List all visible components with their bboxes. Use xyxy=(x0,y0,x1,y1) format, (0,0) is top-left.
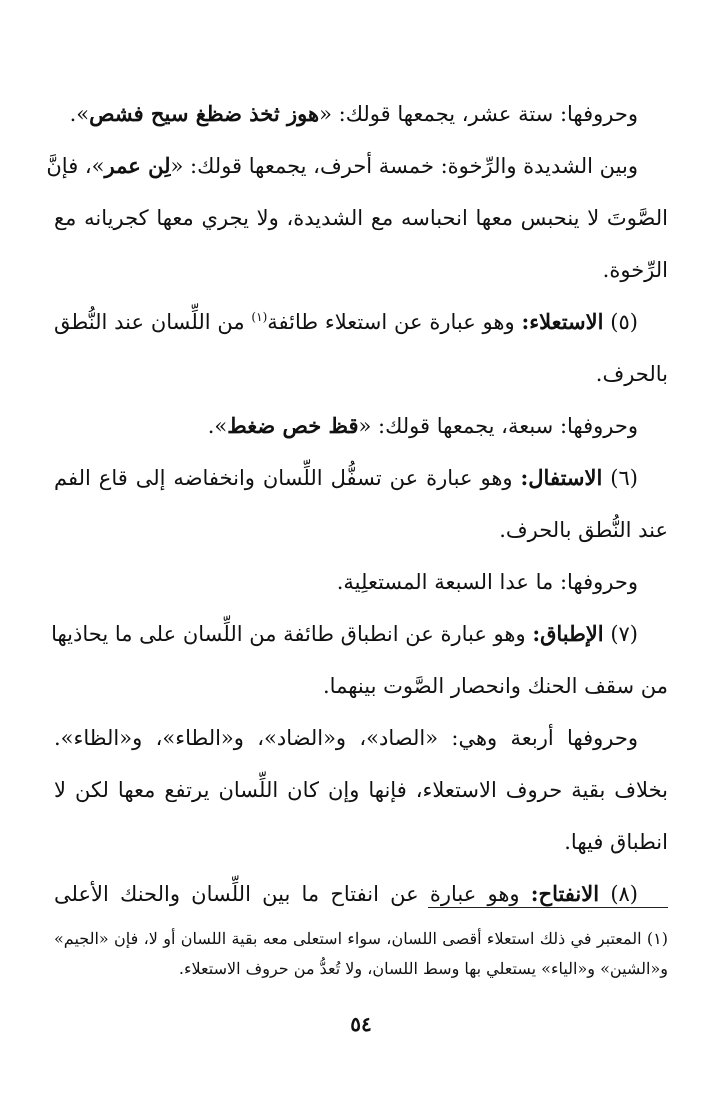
text-run: من اللِّسان عند النُّطق xyxy=(54,310,245,334)
section-number: (٦) xyxy=(610,466,638,490)
text-run: ». xyxy=(207,414,228,438)
text-run: وهو عبارة عن انطباق طائفة من اللِّسان على ما يحاذيها xyxy=(51,622,526,646)
text-line: من سقف الحنك وانحصار الصَّوت بينهما. xyxy=(323,674,668,698)
mnemonic-phrase: قظ خص ضغط xyxy=(227,413,359,438)
mnemonic-phrase: لِن عمر xyxy=(104,153,171,178)
footnotes xyxy=(54,924,668,984)
text-run: وهو عبارة عن انفتاح ما بين اللِّسان والحنك الأعلى xyxy=(54,882,520,906)
page-body xyxy=(46,88,668,920)
text-line xyxy=(46,140,668,192)
text-line xyxy=(54,400,668,452)
section-term: الاستفال: xyxy=(520,465,603,490)
section-term: الانفتاح: xyxy=(530,881,600,906)
text-line xyxy=(54,452,668,504)
section-number: (٥) xyxy=(610,310,638,334)
text-run: وهو عبارة عن تسفُّل اللِّسان وانخفاضه إلى قاع الفم xyxy=(54,466,513,490)
mnemonic-phrase: هوز ثخذ ضظغ سيح فشص xyxy=(89,101,320,126)
text-run: وحروفها: سبعة، يجمعها قولك: « xyxy=(358,414,638,438)
page-number: ٥٤ xyxy=(350,1012,372,1036)
section-term: الإطباق: xyxy=(532,621,604,646)
section-number: (٧) xyxy=(610,622,638,646)
footnote-divider xyxy=(428,907,668,908)
section-number: (٨) xyxy=(610,882,638,906)
text-line xyxy=(54,868,668,920)
text-line xyxy=(54,296,668,348)
text-line xyxy=(54,88,668,140)
text-line: الرِّخوة. xyxy=(602,258,668,282)
text-line xyxy=(51,608,668,660)
footnote-line: (١) المعتبر في ذلك استعلاء أقصى اللسان، سواء استعلى معه بقية اللسان أو لا، فإن «الجيم» xyxy=(54,929,669,948)
text-line: انطباق فيها. xyxy=(564,830,668,854)
text-run: ». xyxy=(69,102,90,126)
text-run: »، فإنَّ xyxy=(46,154,105,178)
text-line: وحروفها أربعة وهي: «الصاد»، و«الضاد»، و«الطاء»، و«الظاء». xyxy=(54,726,638,750)
text-line: بخلاف بقية حروف الاستعلاء، فإنها وإن كان اللِّسان يرتفع معها لكن لا xyxy=(54,778,668,802)
text-run: وحروفها: ستة عشر، يجمعها قولك: « xyxy=(319,102,638,126)
footnote-ref[interactable]: (١) xyxy=(251,310,268,324)
text-line: بالحرف. xyxy=(595,362,668,386)
text-line: وحروفها: ما عدا السبعة المستعلِية. xyxy=(336,570,638,594)
text-run: وهو عبارة عن استعلاء طائفة xyxy=(267,310,515,334)
text-line: عند النُّطق بالحرف. xyxy=(499,518,668,542)
text-run: وبين الشديدة والرِّخوة: خمسة أحرف، يجمعها قولك: « xyxy=(170,154,638,178)
text-line: الصَّوتَ لا ينحبس معها انحباسه مع الشديدة، ولا يجري معها كجريانه مع xyxy=(54,206,668,230)
footnote-line: و«الشين» و«الياء» يستعلي بها وسط اللسان، ولا تُعدُّ من حروف الاستعلاء. xyxy=(178,959,668,978)
section-term: الاستعلاء: xyxy=(521,309,604,334)
